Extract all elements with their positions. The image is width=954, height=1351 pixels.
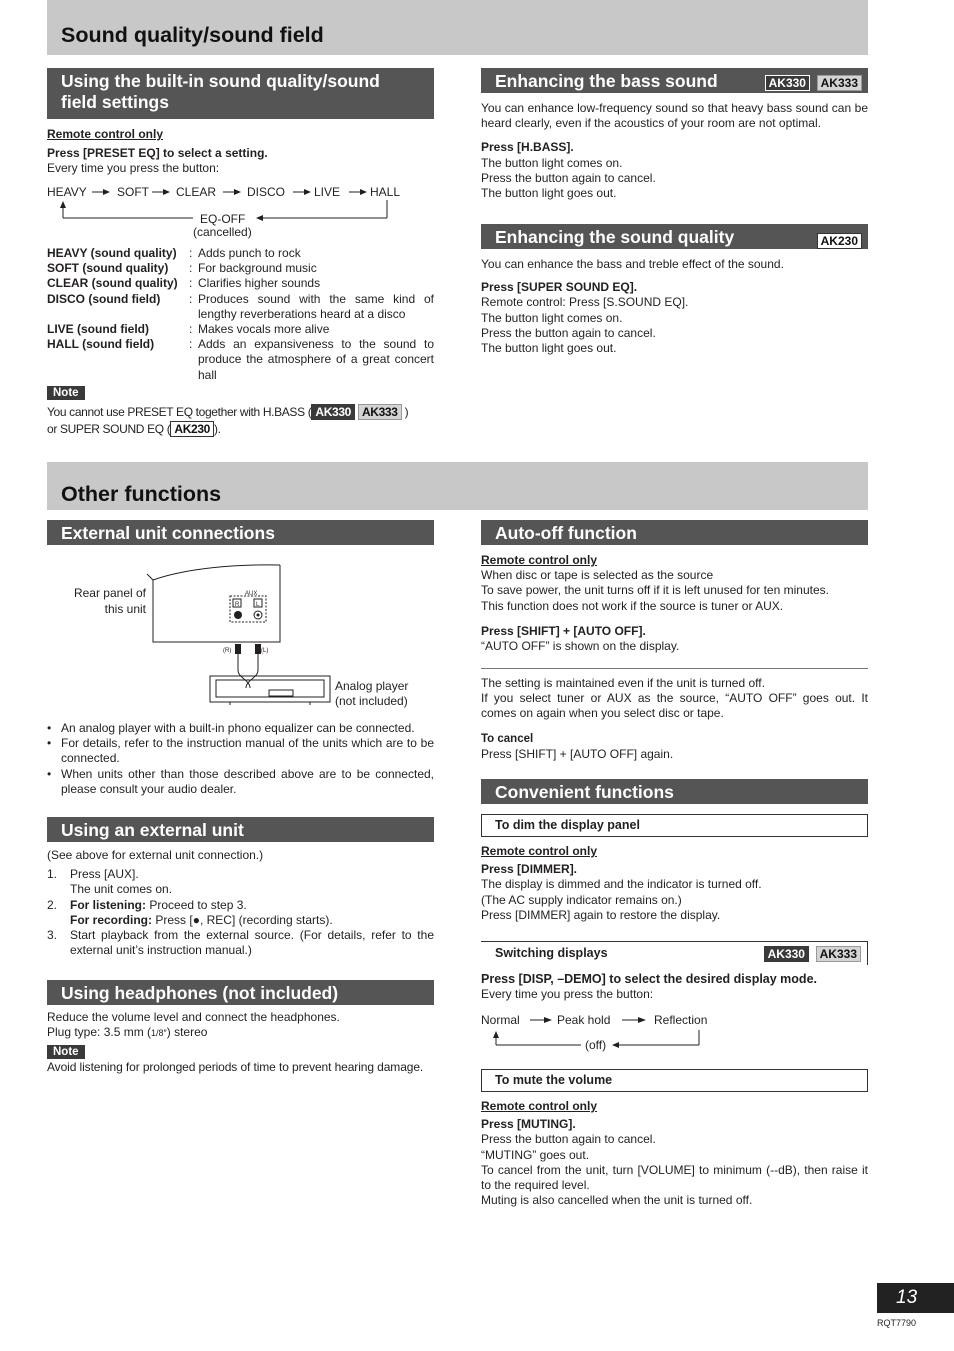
remote-only-label: Remote control only <box>481 844 598 858</box>
eq-cancelled: (cancelled) <box>193 225 252 239</box>
effect-name: DISCO (sound field) <box>47 291 161 306</box>
jack-r-icon <box>234 611 242 619</box>
eq-live: LIVE <box>314 185 341 199</box>
effect-colon: : <box>189 246 193 260</box>
remote-only-label: Remote control only <box>47 127 164 141</box>
effect-name: HALL (sound field) <box>47 337 155 352</box>
headphones-body <box>47 1010 437 1075</box>
mute-volume-title: To mute the volume <box>495 1073 613 1087</box>
header-builtin-settings-text: Using the built-in sound quality/sound field settings <box>61 71 380 112</box>
eq-clear: CLEAR <box>176 185 217 199</box>
header-convenient-text: Convenient functions <box>495 782 674 802</box>
effect-desc: Adds an expansiveness to the sound to produce the atmosphere of a great concert hall <box>198 337 434 382</box>
note-badge-preset <box>47 385 85 400</box>
plug-l-icon <box>255 644 261 654</box>
list-item: • An analog player with a built-in phono equalizer can be connected. <box>47 721 434 736</box>
dim-display-title: To dim the display panel <box>495 818 640 832</box>
see-above-text: (See above for external unit connection.) <box>47 848 264 862</box>
headphones-line-2 <box>47 1025 437 1041</box>
note-text-1: You cannot use PRESET EQ together with H.BASS ( <box>47 405 312 419</box>
every-time-text: Every time you press the button: <box>47 161 220 176</box>
effect-colon: : <box>189 291 193 306</box>
header-using-external <box>47 817 434 842</box>
bass-line: The button light goes out. <box>481 186 617 201</box>
plug-r-label: (R) <box>223 648 232 654</box>
press-dimmer: Press [DIMMER]. <box>481 862 578 877</box>
headphones-line-1: Reduce the volume level and connect the headphones. <box>47 1010 340 1024</box>
headphones-note: Avoid listening for prolonged periods of time to prevent hearing damage. <box>47 1059 424 1074</box>
model-tag-ak230: AK230 <box>817 233 862 249</box>
effect-desc: Adds punch to rock <box>198 246 301 260</box>
document-code <box>877 1318 916 1329</box>
mode-normal: Normal <box>481 1013 520 1027</box>
dim-line: The display is dimmed and the indicator is turned off. <box>481 877 762 892</box>
listening-text: Proceed to step 3. <box>149 897 247 912</box>
header-builtin-settings <box>47 68 434 119</box>
step-text: Start playback from the external source. (For details, refer to the external unit’s instruction manual.) <box>70 928 434 958</box>
page-number-text: 13 <box>896 1287 918 1308</box>
plug-fraction: 1/8″ <box>151 1028 167 1039</box>
dim-body <box>481 844 868 923</box>
bass-line: The button light comes on. <box>481 155 623 170</box>
bass-body <box>481 101 868 201</box>
every-time-text: Every time you press the button: <box>481 987 654 1002</box>
header-auto-off <box>481 520 868 545</box>
effect-colon: : <box>189 337 193 352</box>
quality-model-tags <box>817 229 862 250</box>
note-text-4: ). <box>213 422 221 436</box>
note-text-3: or SUPER SOUND EQ ( <box>47 422 171 436</box>
model-tag-ak333: AK333 <box>816 946 861 962</box>
aux-label: AUX <box>245 591 258 597</box>
remote-only-label: Remote control only <box>481 1099 598 1113</box>
section-title-other: Other functions <box>61 482 222 506</box>
mute-line: Muting is also cancelled when the unit is turned off. <box>481 1193 753 1208</box>
header-sound-quality <box>481 224 868 249</box>
auto-off-body <box>481 553 868 654</box>
aux-r-label: R <box>235 602 240 608</box>
header-bass-text: Enhancing the bass sound <box>495 71 718 91</box>
model-tag-ak333: AK333 <box>358 404 402 420</box>
plug-l-label: (L) <box>261 648 269 654</box>
switching-displays-box <box>481 941 868 965</box>
dim-line: Press [DIMMER] again to restore the display. <box>481 907 721 922</box>
header-bass <box>481 68 868 93</box>
bass-line: Press the button again to cancel. <box>481 170 656 185</box>
note-line-1 <box>47 404 437 421</box>
listening-label: For listening: <box>70 897 146 912</box>
header-convenient <box>481 779 868 804</box>
eq-hall: HALL <box>370 185 401 199</box>
mode-reflection: Reflection <box>654 1013 708 1027</box>
recording-text: Press [●, REC] (recording starts). <box>155 912 333 927</box>
eq-disco: DISCO <box>247 185 286 199</box>
aux-l-label: L <box>256 602 260 608</box>
note-label: Note <box>47 1045 85 1059</box>
header-sound-quality-text: Enhancing the sound quality <box>495 227 735 247</box>
eq-cycle-diagram <box>47 180 434 244</box>
note-label: Note <box>47 386 85 400</box>
effect-row-clear <box>47 276 434 291</box>
header-auto-off-text: Auto-off function <box>495 523 637 543</box>
step-3 <box>47 928 434 958</box>
section-band-sound <box>47 0 868 55</box>
switching-body <box>481 972 871 1002</box>
model-tag-ak330: AK330 <box>311 404 355 420</box>
preset-eq-note <box>47 404 437 438</box>
auto-off-cancel: Press [SHIFT] + [AUTO OFF] again. <box>481 746 674 761</box>
section-title-sound: Sound quality/sound field <box>61 23 324 47</box>
note-text-2: ) <box>404 405 409 419</box>
effect-name: HEAVY (sound quality) <box>47 246 177 260</box>
press-shift-auto-off: Press [SHIFT] + [AUTO OFF]. <box>481 623 646 638</box>
quality-line: The button light goes out. <box>481 341 617 356</box>
switching-displays-title: Switching displays <box>495 946 608 960</box>
effect-desc: For background music <box>198 261 317 276</box>
effect-desc: Produces sound with the same kind of lengthy reverberations heard at a disco <box>198 291 434 321</box>
dim-display-box <box>481 814 868 837</box>
effect-desc: Clarifies higher sounds <box>198 276 321 291</box>
effect-desc: Makes vocals more alive <box>198 322 330 337</box>
press-muting: Press [MUTING]. <box>481 1117 576 1132</box>
note-line-2 <box>47 421 437 438</box>
step-text: Press [AUX]. <box>70 867 139 882</box>
quality-line: The button light comes on. <box>481 310 623 325</box>
press-preset-eq: Press [PRESET EQ] to select a setting. <box>47 146 268 161</box>
press-hbass: Press [H.BASS]. <box>481 140 574 155</box>
effect-row-live <box>47 322 434 337</box>
model-tag-ak330: AK330 <box>765 75 810 91</box>
recording-label: For recording: <box>70 912 153 927</box>
plug-r-icon <box>235 644 241 654</box>
eq-soft: SOFT <box>117 185 149 199</box>
rear-panel-label: Rear panel of <box>73 586 146 600</box>
auto-off-maintained: The setting is maintained even if the unit is turned off. <box>481 676 765 690</box>
list-item: • When units other than those described above are to be connected, please consult your audio dealer. <box>47 767 434 797</box>
analog-player-label: (not included) <box>335 694 408 708</box>
eq-effects-list <box>47 246 434 383</box>
effect-row-hall <box>47 337 434 383</box>
mute-line: Press the button again to cancel. <box>481 1132 656 1147</box>
quality-line: Remote control: Press [S.SOUND EQ]. <box>481 295 689 310</box>
mode-off: (off) <box>585 1038 607 1052</box>
mute-line: To cancel from the unit, turn [VOLUME] to minimum (--dB), then raise it to the required level. <box>481 1162 868 1193</box>
model-tag-ak333: AK333 <box>817 75 862 91</box>
effect-name: LIVE (sound field) <box>47 322 149 337</box>
external-bullets <box>47 721 434 797</box>
effect-colon: : <box>189 261 193 276</box>
analog-player-label: Analog player <box>335 679 409 693</box>
effect-name: CLEAR (sound quality) <box>47 276 178 291</box>
eq-heavy: HEAVY <box>47 185 87 199</box>
bass-model-tags <box>765 73 862 94</box>
header-headphones <box>47 980 434 1005</box>
bass-intro: You can enhance low-frequency sound so that heavy bass sound can be heard clearly, even if the acoustics of your room are not optimal. <box>481 101 868 131</box>
display-mode-cycle-diagram <box>481 1008 868 1056</box>
external-connection-diagram <box>47 560 434 716</box>
auto-off-line: This function does not work if the source is tuner or AUX. <box>481 598 784 613</box>
dim-line: (The AC supply indicator remains on.) <box>481 892 682 907</box>
header-external-connections-text: External unit connections <box>61 523 275 543</box>
auto-off-shown: “AUTO OFF” is shown on the display. <box>481 639 680 654</box>
effect-row-disco <box>47 292 434 322</box>
step-subtext: The unit comes on. <box>70 882 173 897</box>
header-external-connections <box>47 520 434 545</box>
mute-volume-box <box>481 1069 868 1092</box>
switch-model-tags <box>764 946 861 962</box>
press-disp-demo: Press [DISP, –DEMO] to select the desired display mode. <box>481 972 817 986</box>
document-code-text: RQT7790 <box>877 1318 917 1328</box>
step-1 <box>47 867 434 897</box>
auto-off-tuner: If you select tuner or AUX as the source, “AUTO OFF” goes out. It comes on again when you select disc or tape. <box>481 691 868 721</box>
section-band-other <box>47 462 868 510</box>
divider <box>481 668 868 669</box>
list-item: • For details, refer to the instruction manual of the units which are to be connected. <box>47 736 434 766</box>
plug-type-suffix: ) stereo <box>166 1025 208 1040</box>
header-headphones-text: Using headphones (not included) <box>61 983 339 1003</box>
sound-quality-body <box>481 257 868 356</box>
builtin-settings-body <box>47 127 434 177</box>
quality-line: Press the button again to cancel. <box>481 325 656 340</box>
effect-name: SOFT (sound quality) <box>47 261 169 276</box>
step-number: 3. <box>47 928 58 943</box>
model-tag-ak230: AK230 <box>170 421 214 437</box>
press-super-sound-eq: Press [SUPER SOUND EQ]. <box>481 280 638 295</box>
auto-off-line: When disc or tape is selected as the source <box>481 568 714 583</box>
mute-line: “MUTING” goes out. <box>481 1147 590 1162</box>
effect-row-heavy <box>47 246 434 261</box>
header-using-external-text: Using an external unit <box>61 820 244 840</box>
step-number: 2. <box>47 897 58 912</box>
plug-type-prefix: Plug type: 3.5 mm ( <box>47 1025 152 1040</box>
quality-intro: You can enhance the bass and treble effect of the sound. <box>481 257 784 271</box>
page-number <box>877 1283 954 1313</box>
model-tag-ak330: AK330 <box>764 946 809 962</box>
using-external-body <box>47 848 434 958</box>
step-number: 1. <box>47 867 58 882</box>
effect-colon: : <box>189 276 193 291</box>
to-cancel-label: To cancel <box>481 732 534 745</box>
auto-off-line: To save power, the unit turns off if it is left unused for ten minutes. <box>481 583 829 598</box>
step-2 <box>47 898 434 928</box>
eq-off: EQ-OFF <box>200 212 246 226</box>
mode-peak-hold: Peak hold <box>557 1013 611 1027</box>
auto-off-details <box>481 676 868 762</box>
mute-body <box>481 1099 868 1208</box>
rear-panel-label: this unit <box>104 602 146 616</box>
effect-colon: : <box>189 322 193 337</box>
remote-only-label: Remote control only <box>481 553 598 567</box>
effect-row-soft <box>47 261 434 276</box>
